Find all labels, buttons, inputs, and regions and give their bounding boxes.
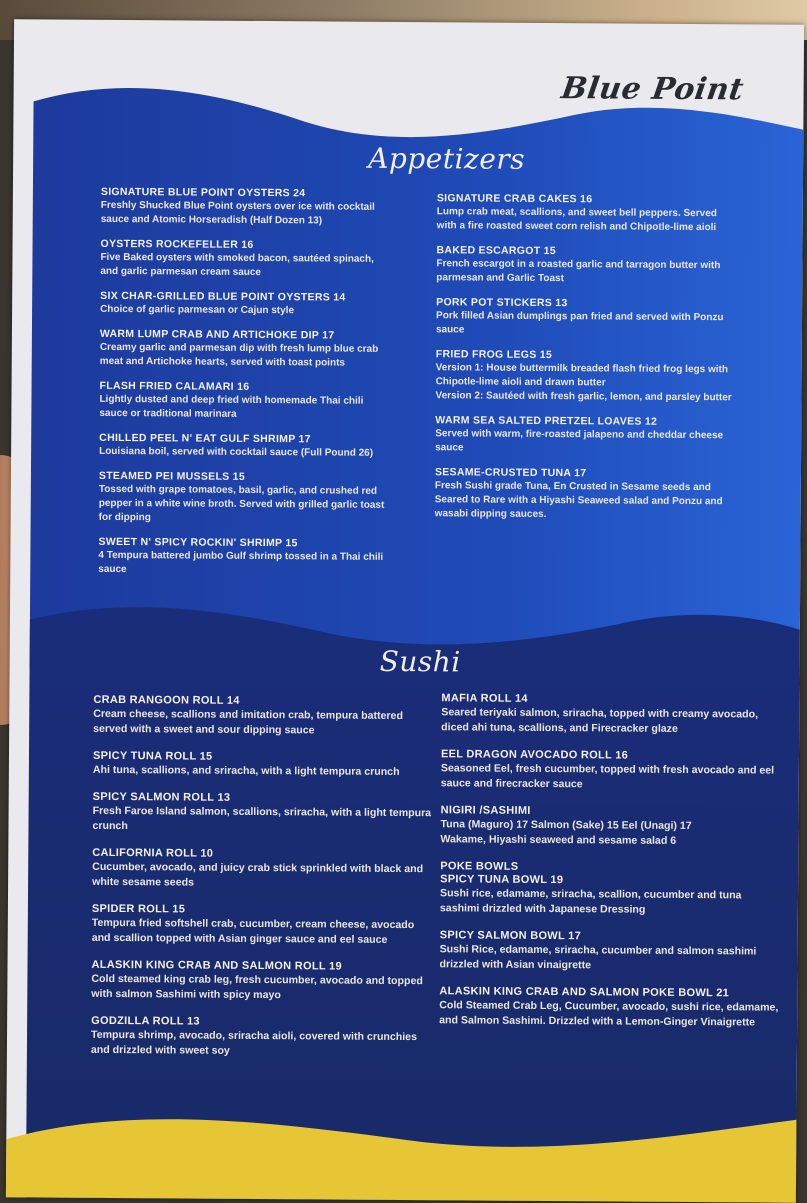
menu-item-description: Louisiana boil, served with cocktail sauce (Full Pound 26) xyxy=(99,445,374,459)
menu-item xyxy=(439,929,779,974)
menu-item-name: WARM SEA SALTED PRETZEL LOAVES 12 xyxy=(435,414,658,428)
menu-item-description: Tuna (Maguro) 17 Salmon (Sake) 15 Eel (Unagi) 17 Wakame, Hiyashi seaweed and sesame salad 6 xyxy=(440,818,692,847)
appetizers-right-column xyxy=(435,192,737,534)
menu-item-description: Sushi rice, edamame, sriracha, scallion, cucumber and tuna sashimi drizzled with Japanese Dressing xyxy=(439,887,742,916)
menu-item-description: Cream cheese, scallions and imitation crab, tempura battered served with a sweet and sour dipping sauce xyxy=(93,707,403,737)
sushi-right-column xyxy=(439,692,781,1043)
menu-item-name: SIGNATURE BLUE POINT OYSTERS 24 xyxy=(100,185,306,200)
menu-item-name: OYSTERS ROCKEFELLER 16 xyxy=(100,237,254,251)
menu-item-description: Seasoned Eel, fresh cucumber, topped with fresh avocado and eel sauce and firecracker sauce xyxy=(440,762,775,791)
menu-item xyxy=(440,804,780,849)
menu-item-description: Served with warm, fire-roasted jalapeno and cheddar cheese sauce xyxy=(435,428,724,454)
menu-item-name: BAKED ESCARGOT 15 xyxy=(436,244,557,258)
menu-item-description: Pork filled Asian dumplings pan fried and served with Ponzu sauce xyxy=(435,310,724,336)
menu-item-description: Lightly dusted and deep fried with homemade Thai chili sauce or traditional marinara xyxy=(99,393,364,420)
menu-item-description: Version 1: House buttermilk breaded flash fried frog legs with Chipotle-lime aioli and drawn butter Version 2: Sautéed with fresh garlic, lemon, and parsley butter xyxy=(435,362,732,404)
menu-item-name: CALIFORNIA ROLL 10 xyxy=(92,846,214,860)
menu-item xyxy=(92,903,432,948)
sushi-left-column xyxy=(91,694,434,1073)
menu-item-name: MAFIA ROLL 14 xyxy=(441,692,528,705)
menu-item xyxy=(93,750,433,780)
menu-item xyxy=(435,348,735,405)
menu-item-name: SPICY SALMON BOWL 17 xyxy=(439,929,582,943)
menu-item xyxy=(100,290,390,319)
menu-item xyxy=(98,536,388,579)
menu-item-name: GODZILLA ROLL 13 xyxy=(91,1014,200,1028)
menu-item-name: ALASKIN KING CRAB AND SALMON POKE BOWL 21 xyxy=(439,985,730,1000)
menu-item xyxy=(100,328,390,371)
menu-item xyxy=(91,1015,431,1060)
menu-item-name: SPIDER ROLL 15 xyxy=(91,902,186,916)
menu-item-description: French escargot in a roasted garlic and tarragon butter with parmesan and Garlic Toast xyxy=(436,258,721,285)
menu-item-description: Creamy garlic and parmesan dip with fresh lump blue crab meat and Artichoke hearts, served with toast points xyxy=(99,341,379,369)
menu-item-name: FLASH FRIED CALAMARI 16 xyxy=(99,379,250,393)
menu-item-name: SESAME-CRUSTED TUNA 17 xyxy=(434,466,587,480)
menu-item-description: Cold Steamed Crab Leg, Cucumber, avocado, sushi rice, edamame, and Salmon Sashimi. Drizzled with a Lemon-Ginger Vinaigrette xyxy=(439,999,779,1029)
menu-item-description: Choice of garlic parmesan or Cajun style xyxy=(100,303,295,317)
menu-item-name: SIX CHAR-GRILLED BLUE POINT OYSTERS 14 xyxy=(100,289,346,304)
menu-item-name: SIGNATURE CRAB CAKES 16 xyxy=(436,192,593,206)
menu-card xyxy=(6,19,804,1202)
menu-item-description: Tempura shrimp, avocado, sriracha aioli, covered with crunchies and drizzled with sweet soy xyxy=(90,1028,418,1057)
menu-item xyxy=(100,238,390,281)
menu-item-name: ALASKIN KING CRAB AND SALMON ROLL 19 xyxy=(91,958,342,973)
menu-item xyxy=(436,244,736,287)
appetizers-left-column xyxy=(98,186,391,590)
menu-item-name: STEAMED PEI MUSSELS 15 xyxy=(98,469,246,483)
menu-item xyxy=(92,791,432,836)
menu-item-name: SPICY SALMON ROLL 13 xyxy=(92,790,231,804)
menu-item-description: Fresh Sushi grade Tuna, En Crusted in Sesame seeds and Seared to Rare with a Hiyashi Seaweed salad and Ponzu and wasabi dipping sauces. xyxy=(434,480,723,520)
menu-item xyxy=(99,380,389,423)
menu-item xyxy=(439,985,779,1030)
menu-item-description: Tempura fried softshell crab, cucumber, cream cheese, avocado and scallion topped with Asian ginger sauce and eel sauce xyxy=(91,916,415,946)
appetizers-title: Appetizers xyxy=(368,141,526,176)
menu-item-description: 4 Tempura battered jumbo Gulf shrimp tossed in a Thai chili sauce xyxy=(98,549,384,576)
sushi-title: Sushi xyxy=(379,644,461,679)
menu-item-name: SWEET N' SPICY ROCKIN' SHRIMP 15 xyxy=(98,535,298,550)
menu-item-name: SPICY TUNA ROLL 15 xyxy=(92,749,213,763)
menu-item-description: Ahi tuna, scallions, and sriracha, with a light tempura crunch xyxy=(92,763,400,778)
menu-item-name: CHILLED PEEL N' EAT GULF SHRIMP 17 xyxy=(99,431,311,446)
brand-logo: Blue Point xyxy=(559,71,747,108)
menu-item xyxy=(441,748,781,793)
menu-item xyxy=(93,694,433,739)
menu-item-name: PORK POT STICKERS 13 xyxy=(436,296,568,310)
menu-item-description: Fresh Faroe Island salmon, scallions, sriracha, with a light tempura crunch xyxy=(92,804,432,833)
menu-item-name: CRAB RANGOON ROLL 14 xyxy=(93,693,240,707)
menu-item-description: Cucumber, avocado, and juicy crab stick sprinkled with black and white sesame seeds xyxy=(92,860,424,889)
menu-item-name: POKE BOWLS SPICY TUNA BOWL 19 xyxy=(440,860,564,887)
menu-item-description: Sushi Rice, edamame, sriracha, cucumber and salmon sashimi drizzled with Asian vinaigrette xyxy=(439,943,757,972)
menu-item-name: WARM LUMP CRAB AND ARTICHOKE DIP 17 xyxy=(99,327,335,342)
menu-item xyxy=(435,466,735,523)
menu-item-description: Freshly Shucked Blue Point oysters over ice with cocktail sauce and Atomic Horseradish (Half Dozen 13) xyxy=(100,199,375,227)
menu-item xyxy=(436,296,736,339)
menu-item xyxy=(437,192,737,235)
menu-item-description: Five Baked oysters with smoked bacon, sautéed spinach, and garlic parmesan cream sauce xyxy=(100,251,374,278)
menu-item xyxy=(440,860,780,918)
menu-item xyxy=(92,847,432,892)
menu-item xyxy=(99,432,389,461)
menu-item-description: Tossed with grape tomatoes, basil, garlic, and crushed red pepper in a white wine broth. Served with grilled garlic toast for dipping xyxy=(98,483,385,524)
menu-item xyxy=(441,692,781,737)
menu-item-name: EEL DRAGON AVOCADO ROLL 16 xyxy=(440,748,629,762)
menu-item-name: FRIED FROG LEGS 15 xyxy=(435,348,553,362)
menu-item xyxy=(435,414,735,457)
menu-item xyxy=(99,470,389,527)
menu-item-description: Seared teriyaki salmon, sriracha, topped with creamy avocado, diced ahi tuna, scallions, and Firecracker glaze xyxy=(441,706,759,735)
menu-item-name: NIGIRI /SASHIMI xyxy=(440,804,531,817)
menu-item xyxy=(101,186,391,229)
menu-item-description: Lump crab meat, scallions, and sweet bell peppers. Served with a fire roasted sweet corn relish and Chipotle-lime aioli xyxy=(436,206,717,234)
menu-item-description: Cold steamed king crab leg, fresh cucumber, avocado and topped with salmon Sashimi with spicy mayo xyxy=(91,972,423,1002)
menu-item xyxy=(91,959,431,1004)
